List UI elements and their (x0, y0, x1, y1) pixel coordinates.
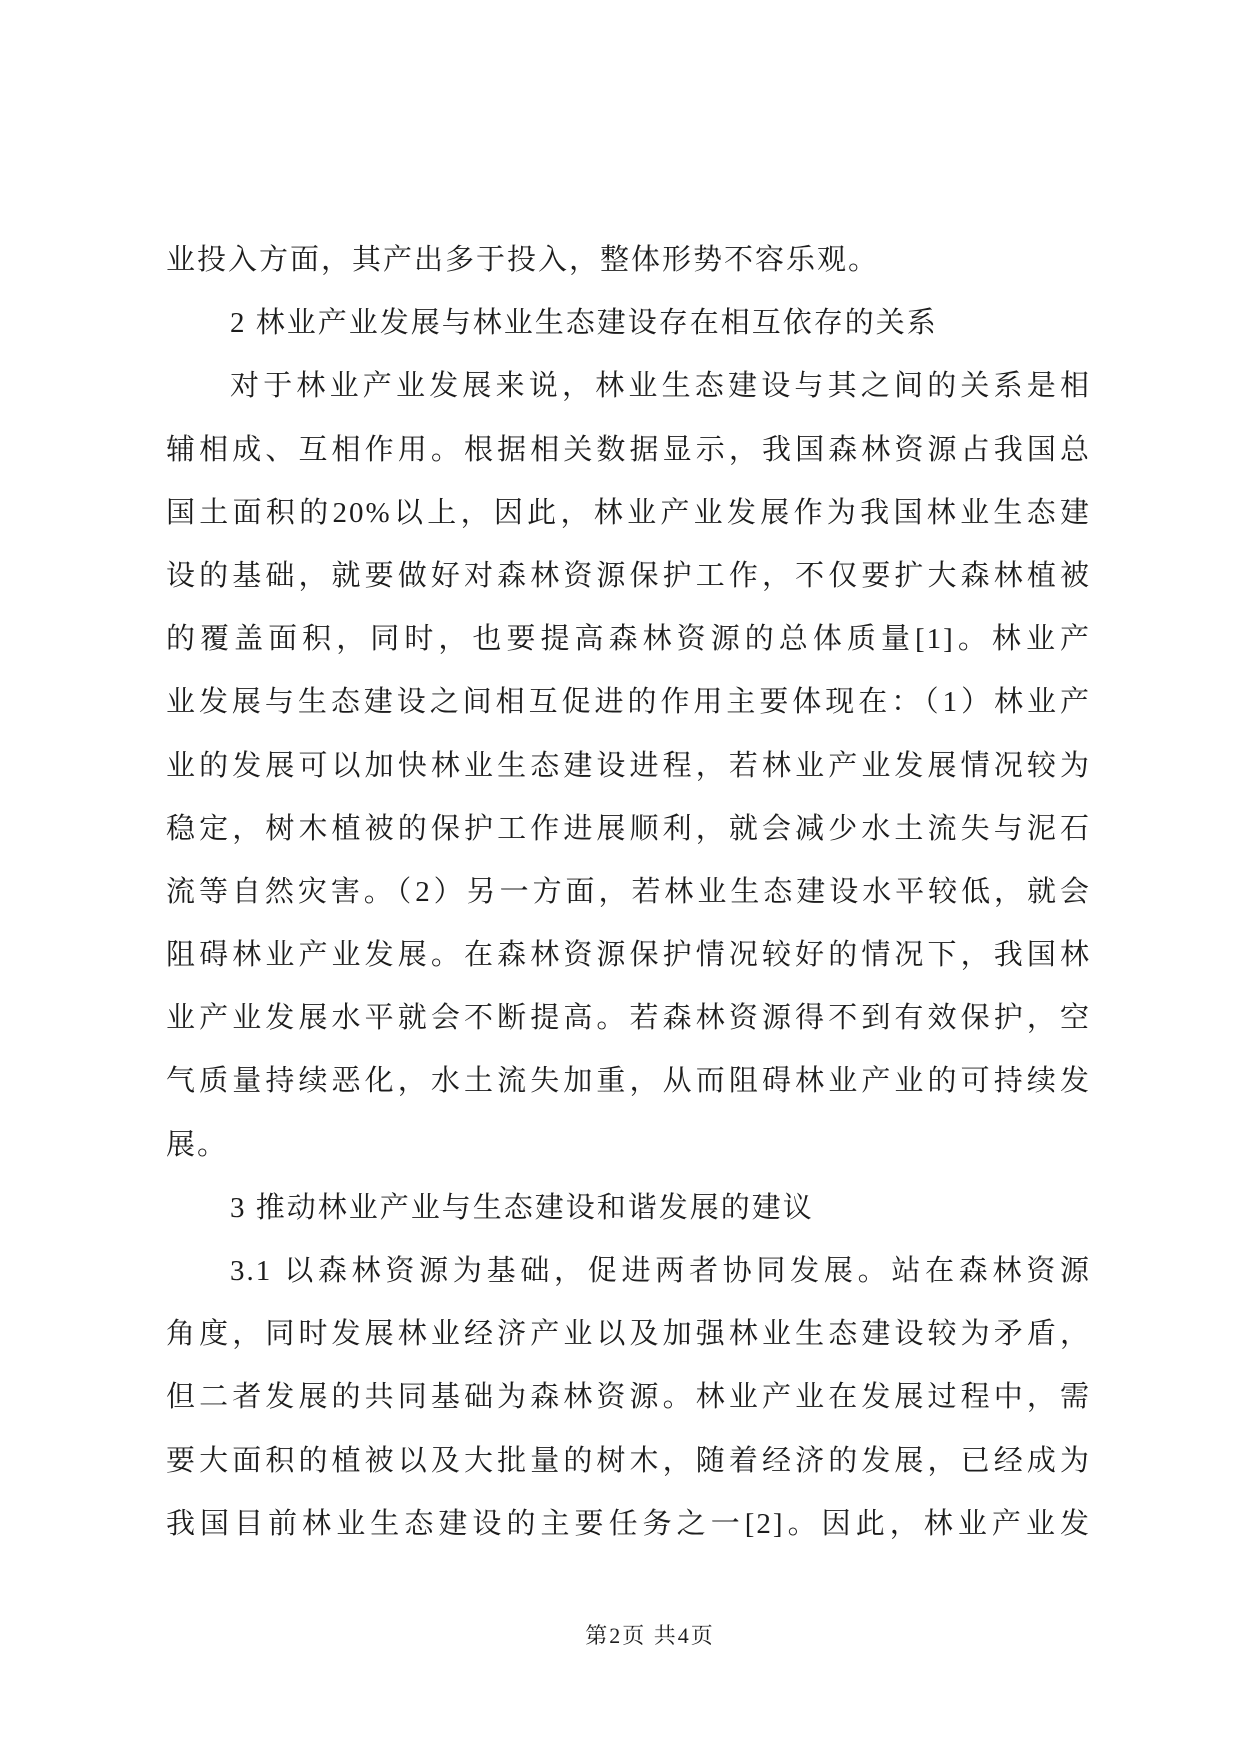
body-line: 角度，同时发展林业经济产业以及加强林业生态建设较为矛盾， (166, 1318, 1091, 1351)
body-line: 气质量持续恶化，水土流失加重，从而阻碍林业产业的可持续发 (166, 1065, 1091, 1098)
body-line: 阻碍林业产业发展。在森林资源保护情况较好的情况下，我国林 (166, 939, 1091, 972)
body-line: 我国目前林业生态建设的主要任务之一[2]。因此，林业产业发 (166, 1507, 1091, 1540)
paragraph (166, 355, 1091, 1176)
body-line: 辅相成、互相作用。根据相关数据显示，我国森林资源占我国总 (166, 433, 1091, 466)
body-line: 展。 (166, 1128, 229, 1161)
paragraph (166, 1240, 1091, 1556)
body-line: 国土面积的20%以上，因此，林业产业发展作为我国林业生态建 (166, 496, 1091, 529)
body-line: 3.1 以森林资源为基础，促进两者协同发展。站在森林资源 (230, 1255, 1091, 1287)
section-heading: 2 林业产业发展与林业生态建设存在相互依存的关系 (230, 307, 938, 340)
body-line: 业发展与生态建设之间相互促进的作用主要体现在：（1）林业产 (166, 686, 1091, 719)
body-line: 要大面积的植被以及大批量的树木，随着经济的发展，已经成为 (166, 1444, 1091, 1477)
body-line: 的覆盖面积，同时，也要提高森林资源的总体质量[1]。林业产 (166, 623, 1091, 656)
body-line: 业产业发展水平就会不断提高。若森林资源得不到有效保护，空 (166, 1002, 1091, 1035)
body-line: 但二者发展的共同基础为森林资源。林业产业在发展过程中，需 (166, 1381, 1091, 1414)
body-line: 稳定，树木植被的保护工作进展顺利，就会减少水土流失与泥石 (166, 812, 1091, 845)
body-line: 流等自然灾害。（2）另一方面，若林业生态建设水平较低，就会 (166, 875, 1091, 908)
body-line: 业投入方面，其产出多于投入，整体形势不容乐观。 (166, 244, 880, 276)
body-line: 设的基础，就要做好对森林资源保护工作，不仅要扩大森林植被 (166, 559, 1091, 592)
section-heading: 3 推动林业产业与生态建设和谐发展的建议 (230, 1191, 814, 1224)
body-line: 业的发展可以加快林业生态建设进程，若林业产业发展情况较为 (166, 749, 1091, 782)
body-line: 对于林业产业发展来说，林业生态建设与其之间的关系是相 (230, 370, 1091, 403)
page-number-footer: 第2页 共4页 (585, 1623, 715, 1648)
continued-paragraph (166, 229, 1091, 292)
page-body (166, 229, 1091, 1556)
